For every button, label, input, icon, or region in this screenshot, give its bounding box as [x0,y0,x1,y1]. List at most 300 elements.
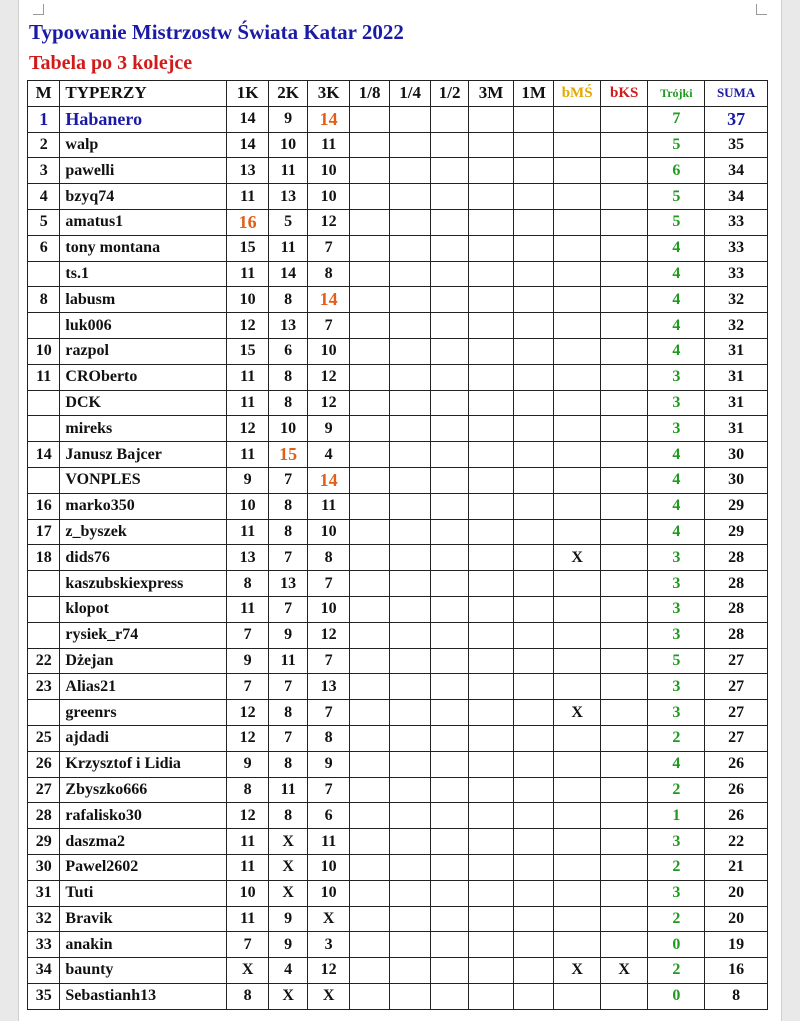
cell-bms [554,803,601,829]
cell-pos: 27 [28,777,60,803]
cell-suma: 31 [705,338,768,364]
cell-empty [390,700,430,726]
cell-pos: 6 [28,235,60,261]
cell-empty [513,493,553,519]
cell-empty [430,906,468,932]
cell-k1: 9 [227,467,269,493]
cell-empty [513,958,553,984]
cell-empty [390,622,430,648]
cell-bks [600,132,648,158]
cell-empty [430,725,468,751]
cell-bks [600,880,648,906]
header-3k: 3K [308,81,350,107]
cell-name: marko350 [60,493,227,519]
cell-empty [469,648,514,674]
cell-k1: 11 [227,261,269,287]
cell-empty [349,622,389,648]
cell-k2: 6 [268,338,307,364]
cell-empty [430,184,468,210]
cell-k1: 15 [227,235,269,261]
table-row [28,261,768,287]
cell-trojki: 3 [648,416,705,442]
cell-name: kaszubskiexpress [60,571,227,597]
cell-bks [600,235,648,261]
cell-empty [513,777,553,803]
cell-k2: 13 [268,313,307,339]
cell-bks [600,545,648,571]
cell-empty [349,287,389,313]
cell-name: Alias21 [60,674,227,700]
cell-name: pawelli [60,158,227,184]
cell-empty [513,467,553,493]
cell-k3: 10 [308,596,350,622]
cell-bms [554,725,601,751]
header-1m: 1M [513,81,553,107]
cell-pos [28,313,60,339]
cell-k1: X [227,958,269,984]
cell-empty [390,648,430,674]
cell-empty [513,519,553,545]
cell-empty [469,261,514,287]
cell-name: anakin [60,932,227,958]
cell-k3: 14 [308,467,350,493]
cell-trojki: 4 [648,261,705,287]
header-suma: SUMA [705,81,768,107]
cell-trojki: 3 [648,596,705,622]
cell-bms [554,648,601,674]
cell-k1: 11 [227,390,269,416]
cell-bms [554,416,601,442]
cell-empty [513,416,553,442]
cell-empty [430,338,468,364]
cell-k1: 11 [227,854,269,880]
cell-suma: 29 [705,519,768,545]
cell-k3: 7 [308,571,350,597]
cell-k2: 11 [268,158,307,184]
cell-empty [430,416,468,442]
cell-bms: X [554,958,601,984]
cell-bms: X [554,545,601,571]
cell-empty [513,983,553,1009]
cell-empty [349,209,389,235]
cell-pos: 14 [28,442,60,468]
cell-bks [600,622,648,648]
table-row [28,209,768,235]
cell-pos: 30 [28,854,60,880]
cell-k2: 13 [268,184,307,210]
cell-empty [349,390,389,416]
cell-empty [349,467,389,493]
cell-trojki: 7 [648,106,705,132]
header-trojki: Trójki [648,81,705,107]
cell-empty [390,493,430,519]
page-corner-mark [33,4,44,15]
cell-empty [430,880,468,906]
cell-bks [600,983,648,1009]
cell-suma: 33 [705,261,768,287]
cell-empty [469,106,514,132]
cell-trojki: 4 [648,313,705,339]
cell-trojki: 3 [648,700,705,726]
header-bks: bKS [600,81,648,107]
cell-empty [469,751,514,777]
cell-k3: 8 [308,725,350,751]
cell-empty [430,829,468,855]
cell-empty [469,545,514,571]
cell-empty [349,983,389,1009]
cell-trojki: 5 [648,209,705,235]
cell-empty [469,700,514,726]
cell-empty [349,932,389,958]
table-row [28,313,768,339]
cell-empty [430,235,468,261]
cell-k2: X [268,854,307,880]
cell-empty [430,854,468,880]
cell-name: dids76 [60,545,227,571]
cell-k2: 8 [268,519,307,545]
cell-bks [600,571,648,597]
cell-empty [430,983,468,1009]
cell-empty [390,287,430,313]
cell-k2: 14 [268,261,307,287]
cell-bms [554,596,601,622]
cell-k2: 8 [268,364,307,390]
cell-k2: 10 [268,132,307,158]
cell-empty [390,442,430,468]
cell-k2: 7 [268,545,307,571]
cell-k1: 11 [227,364,269,390]
cell-pos [28,700,60,726]
cell-empty [430,622,468,648]
cell-empty [430,313,468,339]
cell-empty [513,674,553,700]
header-1-2: 1/2 [430,81,468,107]
cell-empty [513,235,553,261]
cell-empty [513,700,553,726]
cell-empty [390,467,430,493]
cell-empty [390,545,430,571]
cell-empty [349,751,389,777]
cell-name: greenrs [60,700,227,726]
cell-k1: 12 [227,416,269,442]
cell-trojki: 3 [648,571,705,597]
cell-k3: 11 [308,829,350,855]
cell-suma: 20 [705,906,768,932]
cell-trojki: 2 [648,854,705,880]
cell-bks [600,261,648,287]
cell-k3: 12 [308,958,350,984]
cell-suma: 20 [705,880,768,906]
cell-k1: 11 [227,906,269,932]
cell-name: amatus1 [60,209,227,235]
cell-pos [28,261,60,287]
cell-k3: 10 [308,519,350,545]
cell-k3: 11 [308,132,350,158]
cell-k2: 7 [268,674,307,700]
cell-k3: 13 [308,674,350,700]
cell-pos [28,467,60,493]
cell-k2: 15 [268,442,307,468]
cell-empty [430,390,468,416]
cell-bks [600,519,648,545]
cell-name: Dżejan [60,648,227,674]
cell-empty [430,648,468,674]
cell-empty [349,493,389,519]
cell-trojki: 4 [648,751,705,777]
cell-suma: 32 [705,287,768,313]
cell-bms [554,235,601,261]
cell-empty [390,880,430,906]
cell-empty [469,622,514,648]
cell-empty [349,442,389,468]
cell-name: mireks [60,416,227,442]
cell-empty [513,338,553,364]
cell-empty [349,416,389,442]
cell-suma: 28 [705,545,768,571]
cell-k3: 12 [308,390,350,416]
cell-k3: 3 [308,932,350,958]
cell-trojki: 2 [648,906,705,932]
cell-empty [430,287,468,313]
cell-name: daszma2 [60,829,227,855]
table-row [28,390,768,416]
cell-suma: 31 [705,390,768,416]
cell-empty [430,958,468,984]
cell-k3: 7 [308,313,350,339]
cell-bms [554,158,601,184]
cell-empty [513,648,553,674]
cell-empty [513,261,553,287]
cell-empty [390,158,430,184]
cell-empty [430,571,468,597]
cell-empty [349,261,389,287]
cell-bms [554,674,601,700]
cell-empty [513,932,553,958]
cell-empty [513,622,553,648]
cell-trojki: 5 [648,132,705,158]
cell-k1: 10 [227,880,269,906]
cell-bks [600,751,648,777]
cell-k1: 15 [227,338,269,364]
header-1-8: 1/8 [349,81,389,107]
cell-k2: 8 [268,493,307,519]
cell-name: Bravik [60,906,227,932]
cell-k3: 7 [308,235,350,261]
cell-empty [390,106,430,132]
cell-empty [469,674,514,700]
cell-pos [28,416,60,442]
table-row [28,622,768,648]
cell-pos [28,622,60,648]
cell-k1: 11 [227,442,269,468]
cell-trojki: 3 [648,390,705,416]
cell-empty [469,932,514,958]
cell-empty [390,364,430,390]
cell-empty [390,958,430,984]
cell-trojki: 3 [648,829,705,855]
cell-bks [600,158,648,184]
cell-suma: 26 [705,751,768,777]
header-row [28,81,768,107]
cell-bms [554,571,601,597]
cell-suma: 27 [705,700,768,726]
table-row [28,751,768,777]
cell-empty [349,132,389,158]
cell-empty [349,725,389,751]
cell-k3: 10 [308,338,350,364]
cell-bms [554,313,601,339]
cell-empty [513,803,553,829]
cell-bms [554,390,601,416]
cell-empty [390,209,430,235]
cell-empty [469,467,514,493]
cell-k3: 7 [308,700,350,726]
standings-body [28,106,768,1009]
cell-empty [349,158,389,184]
cell-empty [390,338,430,364]
cell-empty [390,829,430,855]
cell-suma: 30 [705,467,768,493]
table-row [28,674,768,700]
table-row [28,803,768,829]
cell-name: rysiek_r74 [60,622,227,648]
cell-suma: 22 [705,829,768,855]
cell-empty [390,803,430,829]
table-row [28,958,768,984]
cell-pos: 5 [28,209,60,235]
cell-bms [554,493,601,519]
cell-bks [600,854,648,880]
cell-bks [600,493,648,519]
cell-suma: 33 [705,235,768,261]
cell-name: DCK [60,390,227,416]
cell-name: Pawel2602 [60,854,227,880]
cell-suma: 19 [705,932,768,958]
cell-pos: 4 [28,184,60,210]
cell-suma: 27 [705,725,768,751]
table-row [28,416,768,442]
cell-suma: 30 [705,442,768,468]
cell-empty [430,519,468,545]
cell-bks: X [600,958,648,984]
cell-bks [600,906,648,932]
cell-empty [469,906,514,932]
cell-empty [513,880,553,906]
cell-empty [430,803,468,829]
cell-k3: 4 [308,442,350,468]
cell-bms [554,622,601,648]
table-row [28,571,768,597]
cell-k1: 11 [227,829,269,855]
cell-k3: 10 [308,184,350,210]
cell-bms [554,364,601,390]
cell-empty [469,958,514,984]
cell-k1: 9 [227,751,269,777]
cell-name: Janusz Bajcer [60,442,227,468]
cell-k2: 5 [268,209,307,235]
cell-suma: 16 [705,958,768,984]
cell-trojki: 3 [648,622,705,648]
cell-trojki: 1 [648,803,705,829]
cell-empty [390,132,430,158]
cell-bms [554,106,601,132]
cell-k3: X [308,983,350,1009]
cell-k1: 14 [227,106,269,132]
table-row [28,338,768,364]
cell-k2: 13 [268,571,307,597]
cell-trojki: 6 [648,158,705,184]
cell-suma: 31 [705,364,768,390]
cell-empty [390,983,430,1009]
cell-empty [513,906,553,932]
cell-empty [469,803,514,829]
cell-trojki: 4 [648,493,705,519]
cell-name: rafalisko30 [60,803,227,829]
cell-empty [390,751,430,777]
cell-empty [349,545,389,571]
cell-empty [513,854,553,880]
standings-table [27,80,768,1010]
cell-suma: 28 [705,596,768,622]
cell-suma: 33 [705,209,768,235]
cell-bks [600,700,648,726]
cell-suma: 29 [705,493,768,519]
document-title: Typowanie Mistrzostw Świata Katar 2022 [29,20,404,44]
cell-bms [554,442,601,468]
cell-name: Tuti [60,880,227,906]
cell-k2: 8 [268,390,307,416]
cell-k1: 13 [227,158,269,184]
cell-empty [469,313,514,339]
cell-suma: 26 [705,777,768,803]
cell-empty [469,364,514,390]
cell-pos: 29 [28,829,60,855]
table-row [28,596,768,622]
cell-empty [349,777,389,803]
cell-pos: 23 [28,674,60,700]
cell-empty [430,209,468,235]
cell-pos: 1 [28,106,60,132]
cell-empty [430,442,468,468]
cell-bks [600,364,648,390]
header-bms: bMŚ [554,81,601,107]
cell-k2: 7 [268,725,307,751]
cell-k3: 9 [308,751,350,777]
cell-empty [513,751,553,777]
cell-empty [349,880,389,906]
cell-pos: 10 [28,338,60,364]
cell-k3: 10 [308,854,350,880]
cell-name: ts.1 [60,261,227,287]
cell-suma: 8 [705,983,768,1009]
cell-empty [469,132,514,158]
cell-k3: 7 [308,648,350,674]
table-row [28,287,768,313]
table-row [28,829,768,855]
cell-empty [390,906,430,932]
cell-empty [469,777,514,803]
cell-bks [600,725,648,751]
cell-k1: 12 [227,803,269,829]
cell-suma: 31 [705,416,768,442]
cell-empty [349,596,389,622]
cell-trojki: 0 [648,983,705,1009]
cell-pos: 34 [28,958,60,984]
header-players: TYPERZY [60,81,227,107]
cell-trojki: 2 [648,725,705,751]
cell-k2: 8 [268,287,307,313]
cell-empty [430,932,468,958]
